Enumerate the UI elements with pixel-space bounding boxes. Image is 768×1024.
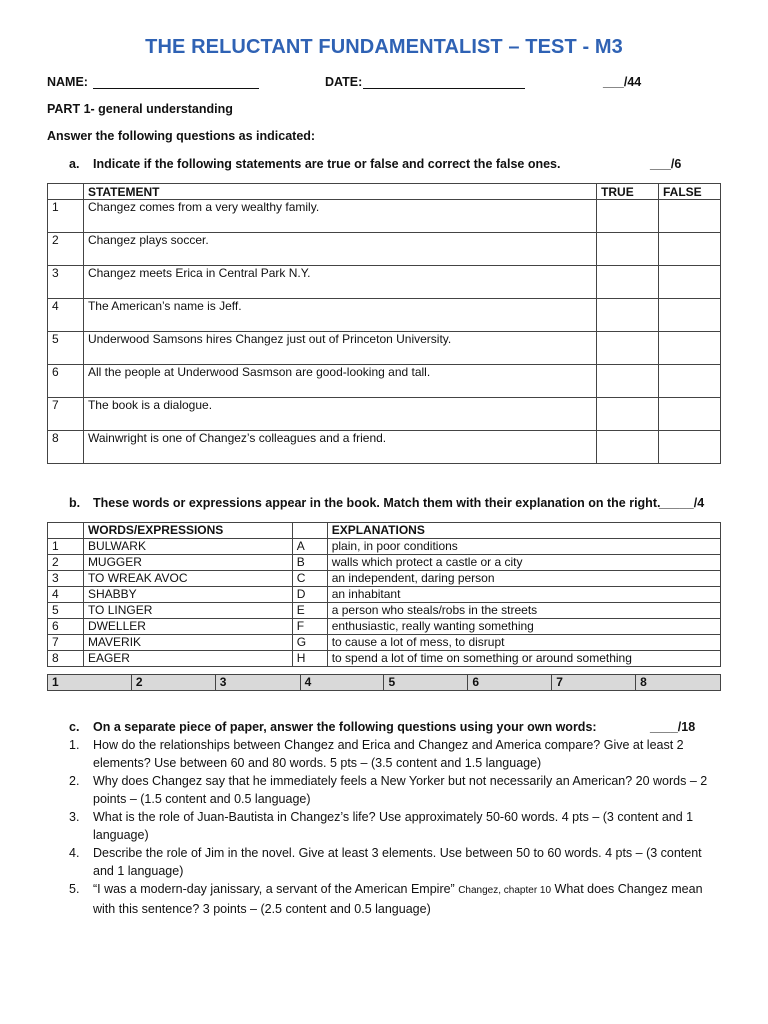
letter-cell: B [292,555,327,571]
true-cell[interactable] [597,299,659,332]
question-number: 2. [69,774,80,788]
quote-source: Changez, chapter 10 [458,885,552,896]
table-header-row [48,523,721,539]
false-cell[interactable] [659,200,721,233]
statement-cell: The book is a dialogue. [83,398,596,431]
table-row [48,365,721,398]
total-score: ___/44 [603,75,642,89]
false-cell[interactable] [659,365,721,398]
answer-row [48,675,721,691]
list-item [47,844,721,880]
question-text: What does Changez mean with this sentence? 3 points – (2.5 content and 0.5 language) [93,882,703,916]
row-number: 8 [48,651,84,667]
table-header-row [48,184,721,200]
true-cell[interactable] [597,332,659,365]
answer-cell[interactable]: 5 [384,675,468,691]
section-c-score: ____/18 [650,720,696,734]
explanation-cell: to spend a lot of time on something or around something [327,651,720,667]
table-row [48,635,721,651]
false-cell[interactable] [659,332,721,365]
word-cell: SHABBY [83,587,292,603]
question-list [47,736,721,918]
true-cell[interactable] [597,266,659,299]
question-number: 5. [69,882,80,896]
table-row [48,299,721,332]
list-item [47,736,721,772]
question-text: How do the relationships between Changez and Erica and Changez and America compare? Give at least 2 elements? Use between 60 and 80 words. 5 pts – (3.5 content and 1.5 language) [93,738,684,770]
table-row [48,587,721,603]
false-cell[interactable] [659,398,721,431]
header-cell [48,523,84,539]
word-cell: DWELLER [83,619,292,635]
row-number: 4 [48,299,84,332]
letter-cell: F [292,619,327,635]
answer-cell[interactable]: 7 [552,675,636,691]
list-item [47,808,721,844]
explanation-cell: an independent, daring person [327,571,720,587]
answer-cell[interactable]: 4 [300,675,384,691]
answer-cell[interactable]: 2 [131,675,215,691]
true-cell[interactable] [597,200,659,233]
row-number: 7 [48,398,84,431]
true-cell[interactable] [597,398,659,431]
letter-cell: D [292,587,327,603]
section-b-letter: b. [69,496,81,510]
table-row [48,233,721,266]
question-text: What is the role of Juan-Bautista in Changez’s life? Use approximately 50-60 words. 4 pts – (3 content and 1 language) [93,810,694,842]
statement-cell: Changez meets Erica in Central Park N.Y. [83,266,596,299]
false-cell[interactable] [659,431,721,464]
list-item [47,880,721,918]
word-cell: EAGER [83,651,292,667]
row-number: 2 [48,233,84,266]
row-number: 2 [48,555,84,571]
table-row [48,539,721,555]
statement-cell: Wainwright is one of Changez’s colleagues and a friend. [83,431,596,464]
section-b-instruction: These words or expressions appear in the book. Match them with their explanation on the right. [93,496,661,510]
row-number: 6 [48,619,84,635]
row-number: 3 [48,266,84,299]
false-cell[interactable] [659,266,721,299]
table-row [48,651,721,667]
true-false-table [47,183,721,464]
word-cell: BULWARK [83,539,292,555]
table-row [48,398,721,431]
statement-cell: Changez plays soccer. [83,233,596,266]
table-row [48,603,721,619]
answer-grid [47,674,721,691]
part1-instructions: Answer the following questions as indicated: [47,129,316,143]
table-row [48,266,721,299]
explanation-cell: to cause a lot of mess, to disrupt [327,635,720,651]
table-row [48,200,721,233]
date-field[interactable] [363,77,525,89]
true-cell[interactable] [597,365,659,398]
explanation-cell: plain, in poor conditions [327,539,720,555]
name-field[interactable] [93,77,259,89]
explanation-cell: a person who steals/robs in the streets [327,603,720,619]
statement-cell: Underwood Samsons hires Changez just out of Princeton University. [83,332,596,365]
question-quote: “I was a modern-day janissary, a servant of the American Empire” [93,882,455,896]
table-row [48,571,721,587]
page-title: THE RELUCTANT FUNDAMENTALIST – TEST - M3 [145,36,623,58]
letter-cell: E [292,603,327,619]
table-row [48,555,721,571]
word-cell: TO WREAK AVOC [83,571,292,587]
list-item [47,772,721,808]
question-number: 4. [69,846,80,860]
row-number: 6 [48,365,84,398]
word-cell: MUGGER [83,555,292,571]
name-label: NAME: [47,75,88,89]
table-row [48,431,721,464]
false-cell[interactable] [659,299,721,332]
matching-table [47,522,721,667]
letter-cell: A [292,539,327,555]
row-number: 5 [48,332,84,365]
header-cell: FALSE [659,184,721,200]
header-cell [292,523,327,539]
statement-cell: Changez comes from a very wealthy family. [83,200,596,233]
part1-heading: PART 1- general understanding [47,102,233,116]
header-cell [48,184,84,200]
date-label: DATE: [325,75,363,89]
section-a-letter: a. [69,157,80,171]
answer-cell[interactable]: 6 [468,675,552,691]
row-number: 3 [48,571,84,587]
section-a-score: ___/6 [650,157,682,171]
true-cell[interactable] [597,431,659,464]
explanation-cell: walls which protect a castle or a city [327,555,720,571]
explanation-cell: enthusiastic, really wanting something [327,619,720,635]
answer-cell[interactable]: 1 [48,675,132,691]
section-c-instruction: On a separate piece of paper, answer the following questions using your own words: [93,720,597,734]
statement-cell: The American’s name is Jeff. [83,299,596,332]
table-row [48,332,721,365]
header-cell: TRUE [597,184,659,200]
row-number: 4 [48,587,84,603]
letter-cell: G [292,635,327,651]
header-cell: STATEMENT [83,184,596,200]
answer-cell[interactable]: 3 [215,675,300,691]
word-cell: MAVERIK [83,635,292,651]
question-number: 3. [69,810,80,824]
row-number: 8 [48,431,84,464]
letter-cell: C [292,571,327,587]
statement-cell: All the people at Underwood Sasmson are good-looking and tall. [83,365,596,398]
section-c-letter: c. [69,720,80,734]
answer-cell[interactable]: 8 [636,675,721,691]
question-number: 1. [69,738,80,752]
row-number: 5 [48,603,84,619]
question-text: Describe the role of Jim in the novel. Give at least 3 elements. Use between 50 to 60 words. 4 pts – (3 content and 1 language) [93,846,702,878]
section-a-instruction: Indicate if the following statements are true or false and correct the false ones. [93,157,561,171]
question-text: Why does Changez say that he immediately feels a New Yorker but not necessarily an American? 20 words – 2 points – (1.5 content and 0.5 language) [93,774,708,806]
table-row [48,619,721,635]
letter-cell: H [292,651,327,667]
row-number: 1 [48,539,84,555]
true-cell[interactable] [597,233,659,266]
row-number: 1 [48,200,84,233]
row-number: 7 [48,635,84,651]
header-cell: WORDS/EXPRESSIONS [83,523,292,539]
header-cell: EXPLANATIONS [327,523,720,539]
false-cell[interactable] [659,233,721,266]
section-b-score: _____/4 [659,496,705,510]
word-cell: TO LINGER [83,603,292,619]
explanation-cell: an inhabitant [327,587,720,603]
